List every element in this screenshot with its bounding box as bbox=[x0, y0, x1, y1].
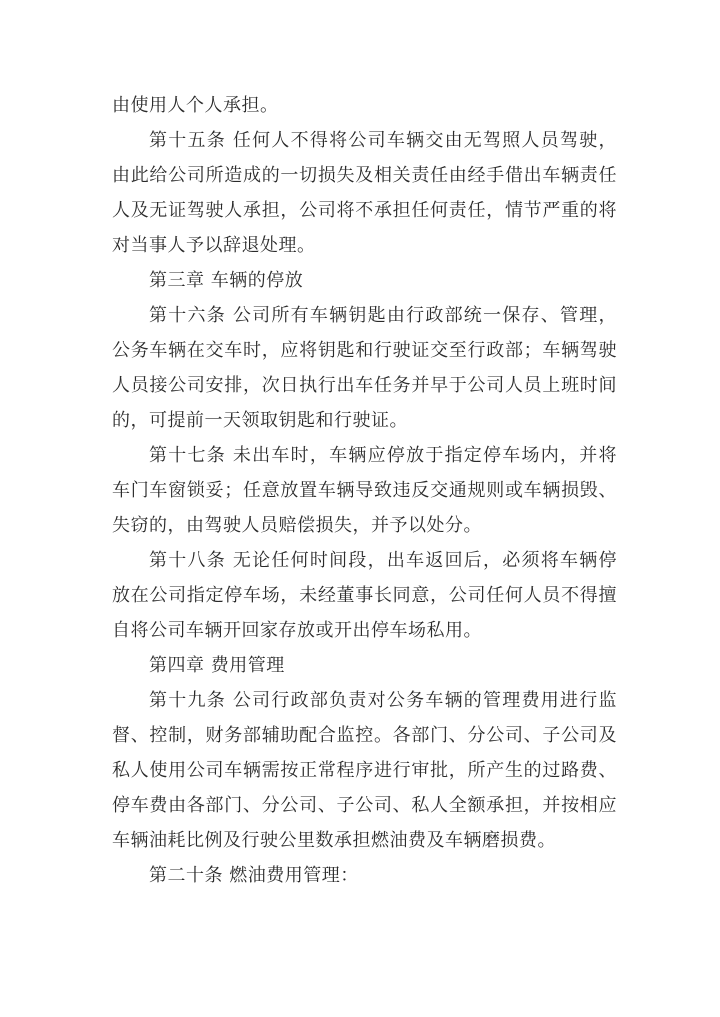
article-19-paragraph: 第十九条 公司行政部负责对公务车辆的管理费用进行监督、控制，财务部辅助配合监控。各部门、分公司、子公司及私人使用公司车辆需按正常程序进行审批，所产生的过路费、停车费由各部门、分公司、子公司、私人全额承担，并按相应车辆油耗比例及行驶公里数承担燃油费及车辆磨损费。 bbox=[112, 690, 617, 851]
article-20-paragraph: 第二十条 燃油费用管理： bbox=[149, 865, 359, 886]
article-16-paragraph: 第十六条 公司所有车辆钥匙由行政部统一保存、管理，公务车辆在交车时，应将钥匙和行驶证交至行政部；车辆驾驶人员接公司安排，次日执行出车任务并早于公司人员上班时间的，可提前一天领取钥匙和行驶证。 bbox=[112, 305, 617, 431]
document-body bbox=[112, 88, 617, 893]
article-15-paragraph: 第十五条 任何人不得将公司车辆交由无驾照人员驾驶，由此给公司所造成的一切损失及相关责任由经手借出车辆责任人及无证驾驶人承担，公司将不承担任何责任，情节严重的将对当事人予以辞退处理。 bbox=[112, 130, 617, 256]
article-17-paragraph: 第十七条 未出车时，车辆应停放于指定停车场内，并将车门车窗锁妥；任意放置车辆导致违反交通规则或车辆损毁、失窃的，由驾驶人员赔偿损失，并予以处分。 bbox=[112, 445, 617, 536]
chapter-4-heading: 第四章 费用管理 bbox=[149, 655, 285, 676]
article-18-paragraph: 第十八条 无论任何时间段，出车返回后，必须将车辆停放在公司指定停车场，未经董事长同意，公司任何人员不得擅自将公司车辆开回家存放或开出停车场私用。 bbox=[112, 550, 617, 641]
chapter-3-heading: 第三章 车辆的停放 bbox=[149, 270, 304, 291]
paragraph-continuation: 由使用人个人承担。 bbox=[112, 95, 279, 116]
